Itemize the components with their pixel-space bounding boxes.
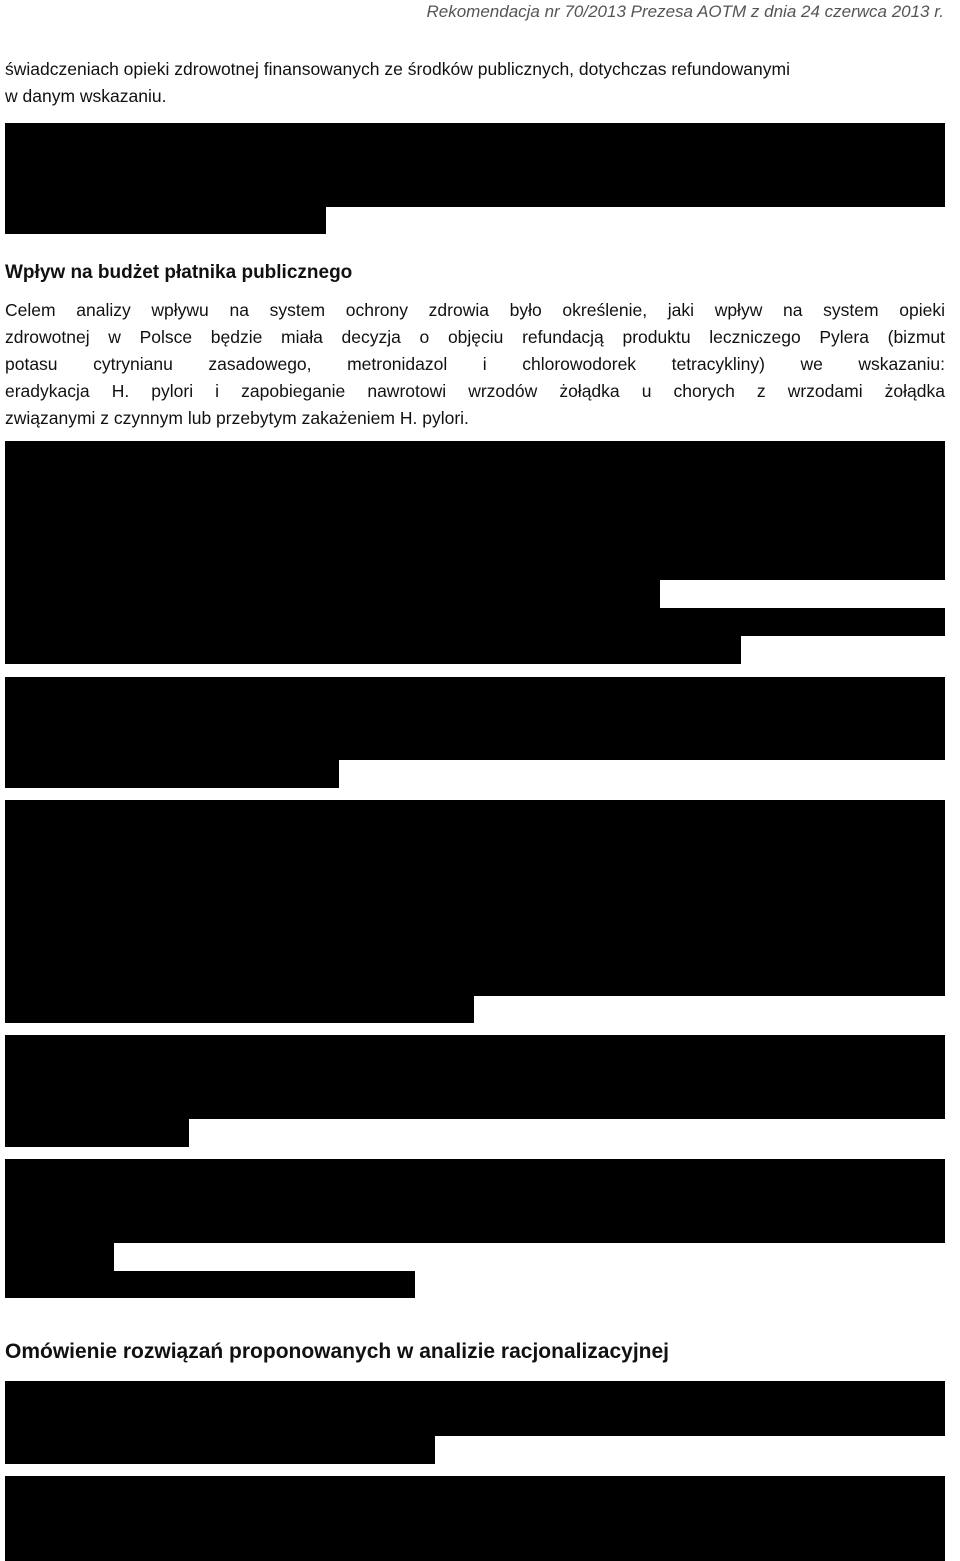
section-title-budget-impact: Wpływ na budżet płatnika publicznego [5, 262, 353, 283]
redacted-block [5, 677, 945, 760]
redacted-block [5, 1243, 114, 1271]
budget-line: potasu cytrynianu zasadowego, metronidazol i chlorowodorek tetracykliny) we wskazaniu: [5, 354, 945, 374]
intro-line-1: świadczeniach opieki zdrowotnej finansowanych ze środków publicznych, dotychczas refundowanymi [5, 59, 790, 79]
redacted-block [5, 1271, 415, 1298]
redacted-block [5, 608, 945, 636]
section-title-rationalization: Omówienie rozwiązań proponowanych w analizie racjonalizacyjnej [5, 1340, 670, 1363]
redacted-block [5, 123, 945, 207]
redacted-block [5, 580, 660, 608]
document-header-reference: Rekomendacja nr 70/2013 Prezesa AOTM z dnia 24 czerwca 2013 r. [426, 2, 944, 21]
budget-line: zdrowotnej w Polsce będzie miała decyzja o objęciu refundacją produktu leczniczego Pylera (bizmut [5, 327, 945, 347]
intro-paragraph [5, 56, 945, 110]
redacted-block [5, 1436, 435, 1464]
redacted-block [5, 1119, 189, 1147]
redacted-block [5, 1476, 945, 1561]
redacted-block [5, 207, 326, 234]
budget-paragraph [5, 297, 945, 432]
redacted-block [5, 760, 339, 788]
budget-line: związanymi z czynnym lub przebytym zakażeniem H. pylori. [5, 408, 469, 428]
budget-line: eradykacja H. pylori i zapobieganie nawrotowi wrzodów żołądka u chorych z wrzodami żołądka [5, 381, 945, 401]
intro-line-2: w danym wskazaniu. [5, 86, 167, 106]
redacted-block [5, 441, 945, 580]
redacted-block [5, 1035, 945, 1119]
redacted-block [5, 1159, 945, 1243]
redacted-block [5, 996, 474, 1023]
redacted-block [5, 1381, 945, 1436]
redacted-block [5, 636, 741, 664]
redacted-block [5, 800, 945, 996]
budget-line: Celem analizy wpływu na system ochrony zdrowia było określenie, jaki wpływ na system opieki [5, 300, 945, 320]
